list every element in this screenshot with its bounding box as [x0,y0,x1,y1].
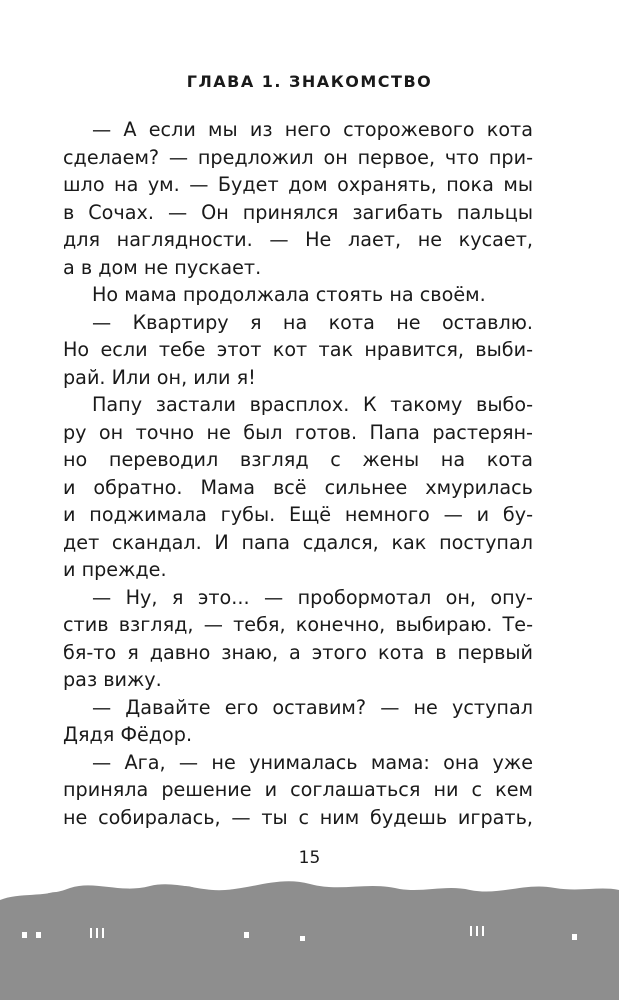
text-line: а в дом не пускает. [63,255,262,279]
text-line: Папу застали врасплох. К такому выбо- [92,393,533,416]
text-line: — Ну, я это... — пробормотал он, опу- [92,585,533,609]
body-text [63,116,533,831]
text-line: — Квартиру я на кота не оставлю. [92,310,533,334]
text-line: дет скандал. И папа сдался, как поступал [63,530,533,554]
text-line: и поджимала губы. Ещё немного — и бу- [63,503,533,526]
chapter-title: ГЛАВА 1. ЗНАКОМСТВО [186,72,433,91]
text-line: Но если тебе этот кот так нравится, выби- [63,338,533,361]
text-line: — А если мы из него сторожевого кота [92,118,533,141]
text-line: раз вижу. [63,668,162,691]
text-line: рай. Или он, или я! [63,365,256,389]
text-line: приняла решение и соглашаться ни с кем [63,778,533,801]
text-line: ру он точно не был готов. Папа растерян- [63,420,533,444]
text-line: и прежде. [63,558,167,581]
text-line: для наглядности. — Не лает, не кусает, [63,228,533,251]
text-line: — Ага, — не унималась мама: она уже [92,750,533,774]
text-line: — Давайте его оставим? — не уступал [92,695,533,719]
text-line: шло на ум. — Будет дом охранять, пока мы [63,173,533,196]
text-line: Но мама продолжала стоять на своём. [92,283,486,306]
text-line: и обратно. Мама всё сильнее хмурилась [63,475,533,499]
text-line: Дядя Фёдор. [63,723,193,746]
text-line: бя-то я давно знаю, а этого кота в первый [63,640,533,664]
text-line: не собиралась, — ты с ним будешь играть, [63,805,533,829]
text-line: стив взгляд, — тебя, конечно, выбираю. Те- [63,613,533,636]
page-number: 15 [298,848,321,868]
village-silhouette-illustration [0,870,619,1000]
text-line: сделаем? — предложил он первое, что при- [63,145,533,169]
text-line: в Сочах. — Он принялся загибать пальцы [63,200,533,224]
text-line: но переводил взгляд с жены на кота [63,448,533,471]
